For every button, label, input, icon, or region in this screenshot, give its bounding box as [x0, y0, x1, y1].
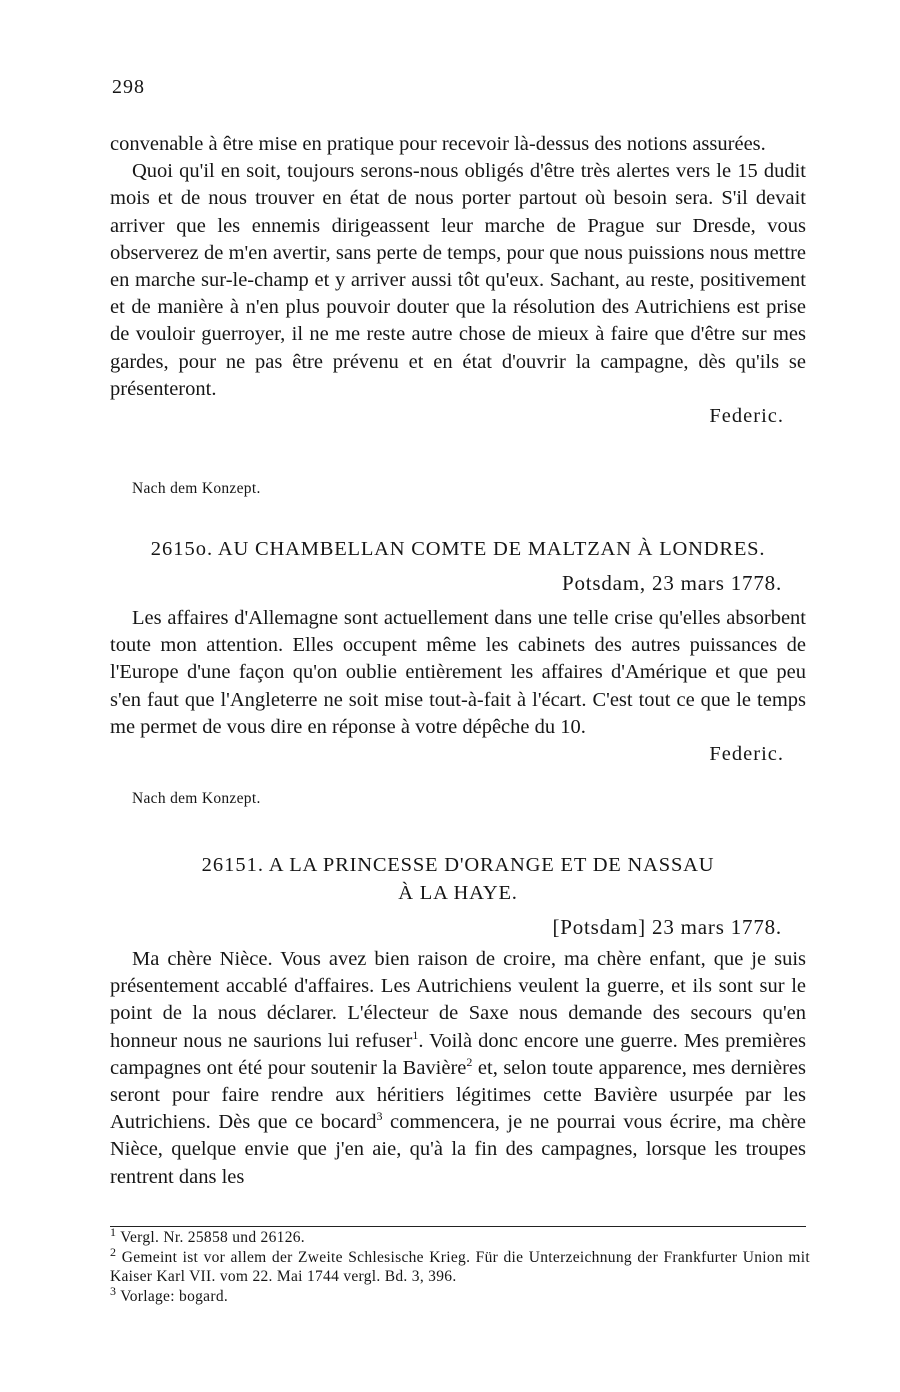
footnote-ref: 1 — [412, 1027, 419, 1042]
signature: Federic. — [709, 743, 784, 766]
letter-title-line2: À LA HAYE. — [398, 882, 518, 904]
letter-heading — [110, 535, 806, 563]
source-note: Nach dem Konzept. — [132, 790, 261, 807]
footnote-text: Gemeint ist vor allem der Zweite Schlesische Krieg. Für die Unterzeichnung der Frankfurter Union mit Kaiser Karl VII. vom 22. Mai 1744 vergl. Bd. 3, 396. — [110, 1248, 810, 1285]
footnote-mark: 2 — [110, 1244, 117, 1259]
text-run: Ma chère Nièce. Vous avez bien raison de croire, ma chère enfant, que je suis présentement accablé d'affaires. Les Autrichiens veulent la guerre, et ils sont sur le point de la nous déclarer. L'électeur de Saxe nous demande des secours qu'en honneur nous ne saurions lui refuser — [110, 948, 806, 1052]
footnote-mark: 1 — [110, 1224, 117, 1239]
footnote-text: Vergl. Nr. 25858 und 26126. — [120, 1229, 305, 1246]
letter-body — [110, 946, 806, 1191]
letter-continuation — [110, 131, 806, 430]
footnote-mark: 3 — [110, 1283, 117, 1298]
paragraph: Quoi qu'il en soit, toujours serons-nous obligés d'être très alertes vers le 15 dudit mois et de nous trouver en état de nous porter partout où besoin sera. S'il devait arriver que les ennemis dirigeassent leur marche de Prague sur Dresde, vous observerez de m'en avertir, sans perte de temps, pour que nous puissions nous mettre en marche sur-le-champ et y arriver aussi tôt qu'eux. Sachant, au reste, positivement et de manière à n'en plus pouvoir douter que la résolution des Autrichiens est prise de vouloir guerroyer, il ne me reste autre chose de mieux à faire que d'être sur mes gardes, pour ne pas être prévenu et en état d'ouvrir la campagne, dès qu'ils se présenteront. — [110, 160, 806, 400]
footnote — [110, 1244, 810, 1287]
letter-body — [110, 605, 806, 768]
letter-number: 26151. — [201, 854, 264, 876]
letter-heading — [110, 851, 806, 907]
footnotes — [110, 1224, 810, 1306]
footnote — [110, 1224, 810, 1248]
letter-title: A LA PRINCESSE D'ORANGE ET DE NASSAU — [268, 854, 715, 876]
dateline: Potsdam, 23 mars 1778. — [561, 571, 782, 595]
paragraph: Les affaires d'Allemagne sont actuellement dans une telle crise qu'elles absorbent toute mon attention. Elles occupent même les cabinets des autres puissances de l'Europe d'une façon qu'on oublie entièrement les affaires d'Amérique et que peu s'en faut que l'Angleterre ne soit mise tout-à-fait à l'écart. C'est tout ce que le temps me permet de vous dire en réponse à votre dépêche du 10. — [110, 607, 806, 738]
footnote-ref: 2 — [466, 1054, 473, 1069]
text-run: commencera, je ne pourrai vous écrire, ma chère Nièce, quelque envie que j'en aie, qu'à la fin des campagnes, lorsque les troupes rentrent dans les — [110, 1111, 806, 1188]
footnote-ref: 3 — [376, 1109, 383, 1124]
dateline: [Potsdam] 23 mars 1778. — [552, 915, 782, 939]
paragraph: convenable à être mise en pratique pour recevoir là-dessus des notions assurées. — [110, 133, 766, 155]
letter-title: AU CHAMBELLAN COMTE DE MALTZAN À LONDRES. — [217, 538, 766, 560]
footnote-text: Vorlage: bogard. — [120, 1287, 229, 1305]
footnote — [110, 1283, 810, 1307]
letter-number: 2615o. — [150, 538, 214, 560]
page-number: 298 — [112, 76, 145, 98]
source-note: Nach dem Konzept. — [132, 480, 261, 497]
signature: Federic. — [709, 405, 784, 428]
text-run: . Voilà donc encore une guerre. Mes premières campagnes ont été pour soutenir la Bavière — [110, 1029, 806, 1079]
text-run: et, selon toute apparence, mes dernières seront pour faire rendre aux héritiers légitimes cette Bavière usurpée par les Autrichiens. Dès que ce bocard — [110, 1056, 806, 1134]
footnote-rule — [110, 1226, 806, 1227]
paragraph — [110, 946, 806, 1191]
